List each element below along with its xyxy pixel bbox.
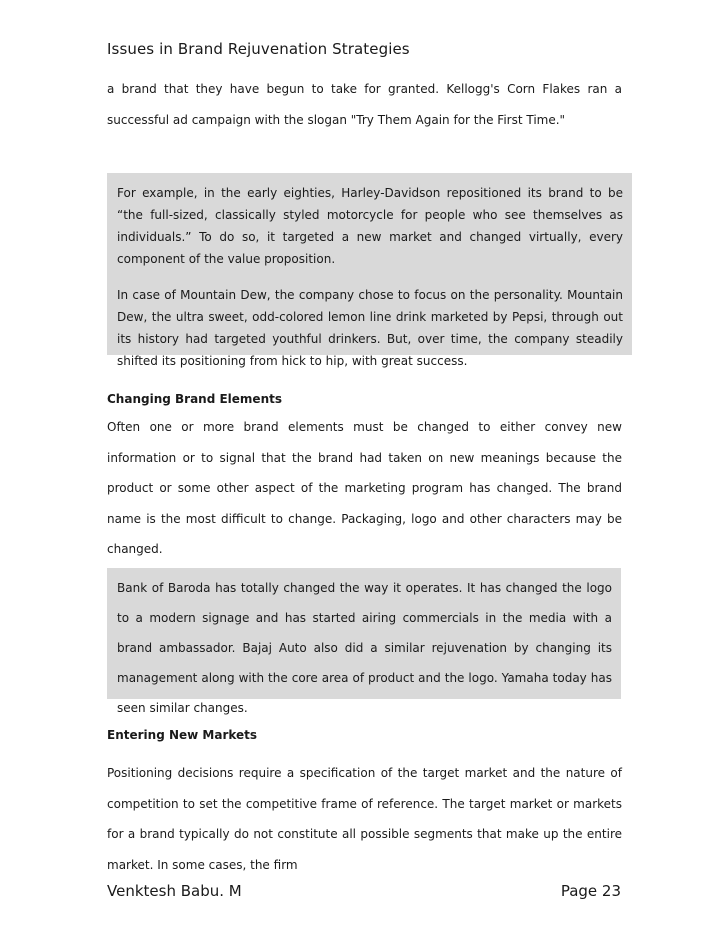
footer-author: Venktesh Babu. M (107, 882, 242, 900)
mountain-dew-paragraph: In case of Mountain Dew, the company chose to focus on the personality. Mountain Dew, the ultra sweet, odd-colored lemon line drink marketed by Pepsi, through out its history had targeted youthful drinkers. But, over time, the company steadily shifted its positioning from hick to hip, with great success. (117, 288, 623, 368)
example-box-bank-of-baroda (107, 568, 621, 715)
bank-of-baroda-paragraph: Bank of Baroda has totally changed the way it operates. It has changed the logo to a modern signage and has started airing commercials in the media with a brand ambassador. Bajaj Auto also did a similar rejuvenation by changing its management along with the core area of product and the logo. Yamaha today has seen similar changes. (117, 581, 612, 715)
example-box-harley-mountain-dew (107, 173, 632, 368)
section-heading-entering-new-markets: Entering New Markets (107, 728, 258, 742)
running-header: Issues in Brand Rejuvenation Strategies (107, 40, 410, 58)
intro-paragraph: a brand that they have begun to take for granted. Kellogg's Corn Flakes ran a successful ad campaign with the slogan "Try Them Again for the First Time." (107, 82, 622, 127)
entering-new-markets-paragraph: Positioning decisions require a specification of the target market and the nature of competition to set the competitive frame of reference. The target market or markets for a brand typically do not constitute all possible segments that make up the entire market. In some cases, the firm (107, 766, 622, 872)
changing-brand-elements-paragraph: Often one or more brand elements must be changed to either convey new information or to signal that the brand had taken on new meanings because the product or some other aspect of the marketing program has changed. The brand name is the most difficult to change. Packaging, logo and other characters may be changed. (107, 420, 622, 556)
harley-davidson-paragraph: For example, in the early eighties, Harley-Davidson repositioned its brand to be “the full-sized, classically styled motorcycle for people who see themselves as individuals.” To do so, it targeted a new market and changed virtually, every component of the value proposition. (117, 186, 623, 266)
section-heading-changing-brand-elements: Changing Brand Elements (107, 392, 282, 406)
footer-page-number: Page 23 (560, 882, 621, 900)
